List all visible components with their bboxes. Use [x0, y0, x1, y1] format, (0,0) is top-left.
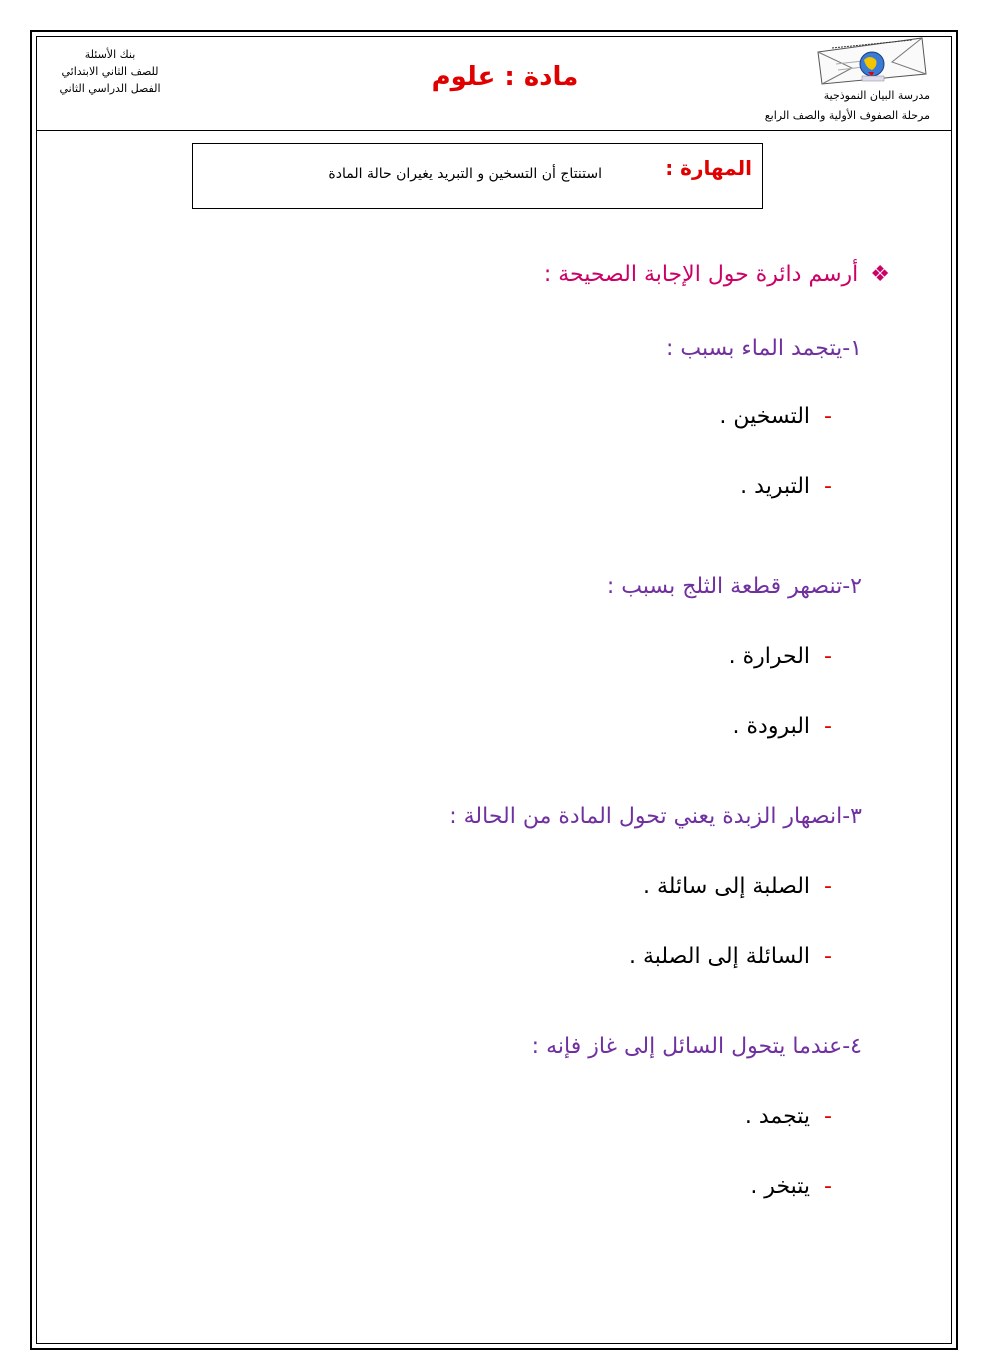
option-text: التبريد . — [740, 474, 811, 499]
question-bank-line-1: بنك الأسئلة — [84, 48, 136, 61]
option-text: البرودة . — [732, 714, 811, 739]
question-number: ٣- — [842, 804, 862, 829]
school-info — [690, 86, 930, 126]
school-name: مدرسة البيان النموذجية — [823, 89, 930, 102]
instruction — [544, 262, 890, 287]
question-1-option-2[interactable] — [740, 474, 832, 499]
question-4 — [532, 1034, 862, 1059]
question-bank-line-2: للصف الثاني الابتدائي — [61, 65, 159, 78]
option-text: الحرارة . — [728, 644, 811, 669]
question-bank-info — [45, 46, 175, 97]
option-text: السائلة إلى الصلبة . — [628, 944, 811, 969]
question-3 — [449, 804, 862, 829]
option-text: يتجمد . — [744, 1104, 811, 1129]
school-stage: مرحلة الصفوف الأولية والصف الرابع — [764, 109, 930, 122]
question-2-option-1[interactable] — [729, 644, 832, 669]
option-dash: - — [824, 1104, 832, 1129]
option-dash: - — [824, 874, 832, 899]
option-text: يتبخر . — [750, 1174, 811, 1199]
question-number: ٤- — [842, 1034, 862, 1059]
question-3-option-2[interactable] — [629, 944, 832, 969]
page-inner-border — [36, 36, 952, 1344]
skill-text: استنتاج أن التسخين و التبريد يغيران حالة المادة — [328, 166, 602, 182]
option-dash: - — [824, 404, 832, 429]
option-text: التسخين . — [719, 404, 811, 429]
question-3-option-1[interactable] — [643, 874, 832, 899]
question-text: يتجمد الماء بسبب : — [666, 336, 843, 361]
question-number: ٢- — [842, 574, 862, 599]
question-text: تنصهر قطعة الثلج بسبب : — [606, 574, 843, 599]
instruction-text: أرسم دائرة حول الإجابة الصحيحة : — [543, 262, 859, 287]
question-2-option-2[interactable] — [733, 714, 832, 739]
question-4-option-2[interactable] — [750, 1174, 832, 1199]
skill-label: المهارة : — [665, 156, 752, 180]
question-4-option-1[interactable] — [745, 1104, 832, 1129]
option-dash: - — [824, 944, 832, 969]
question-text: عندما يتحول السائل إلى غاز فإنه : — [531, 1034, 843, 1059]
question-1 — [666, 336, 862, 361]
header-divider — [36, 130, 952, 131]
question-1-option-1[interactable] — [719, 404, 832, 429]
question-2 — [607, 574, 862, 599]
option-dash: - — [824, 714, 832, 739]
skill-box — [192, 143, 763, 209]
school-logo-icon — [812, 34, 932, 92]
subject-title: مادة : علوم — [431, 62, 579, 92]
option-dash: - — [824, 644, 832, 669]
diamond-bullet-icon: ❖ — [870, 262, 890, 287]
option-dash: - — [824, 474, 832, 499]
question-number: ١- — [842, 336, 862, 361]
question-text: انصهار الزبدة يعني تحول المادة من الحالة : — [449, 804, 843, 829]
question-bank-line-3: الفصل الدراسي الثاني — [59, 82, 161, 95]
option-dash: - — [824, 1174, 832, 1199]
option-text: الصلبة إلى سائلة . — [642, 874, 811, 899]
